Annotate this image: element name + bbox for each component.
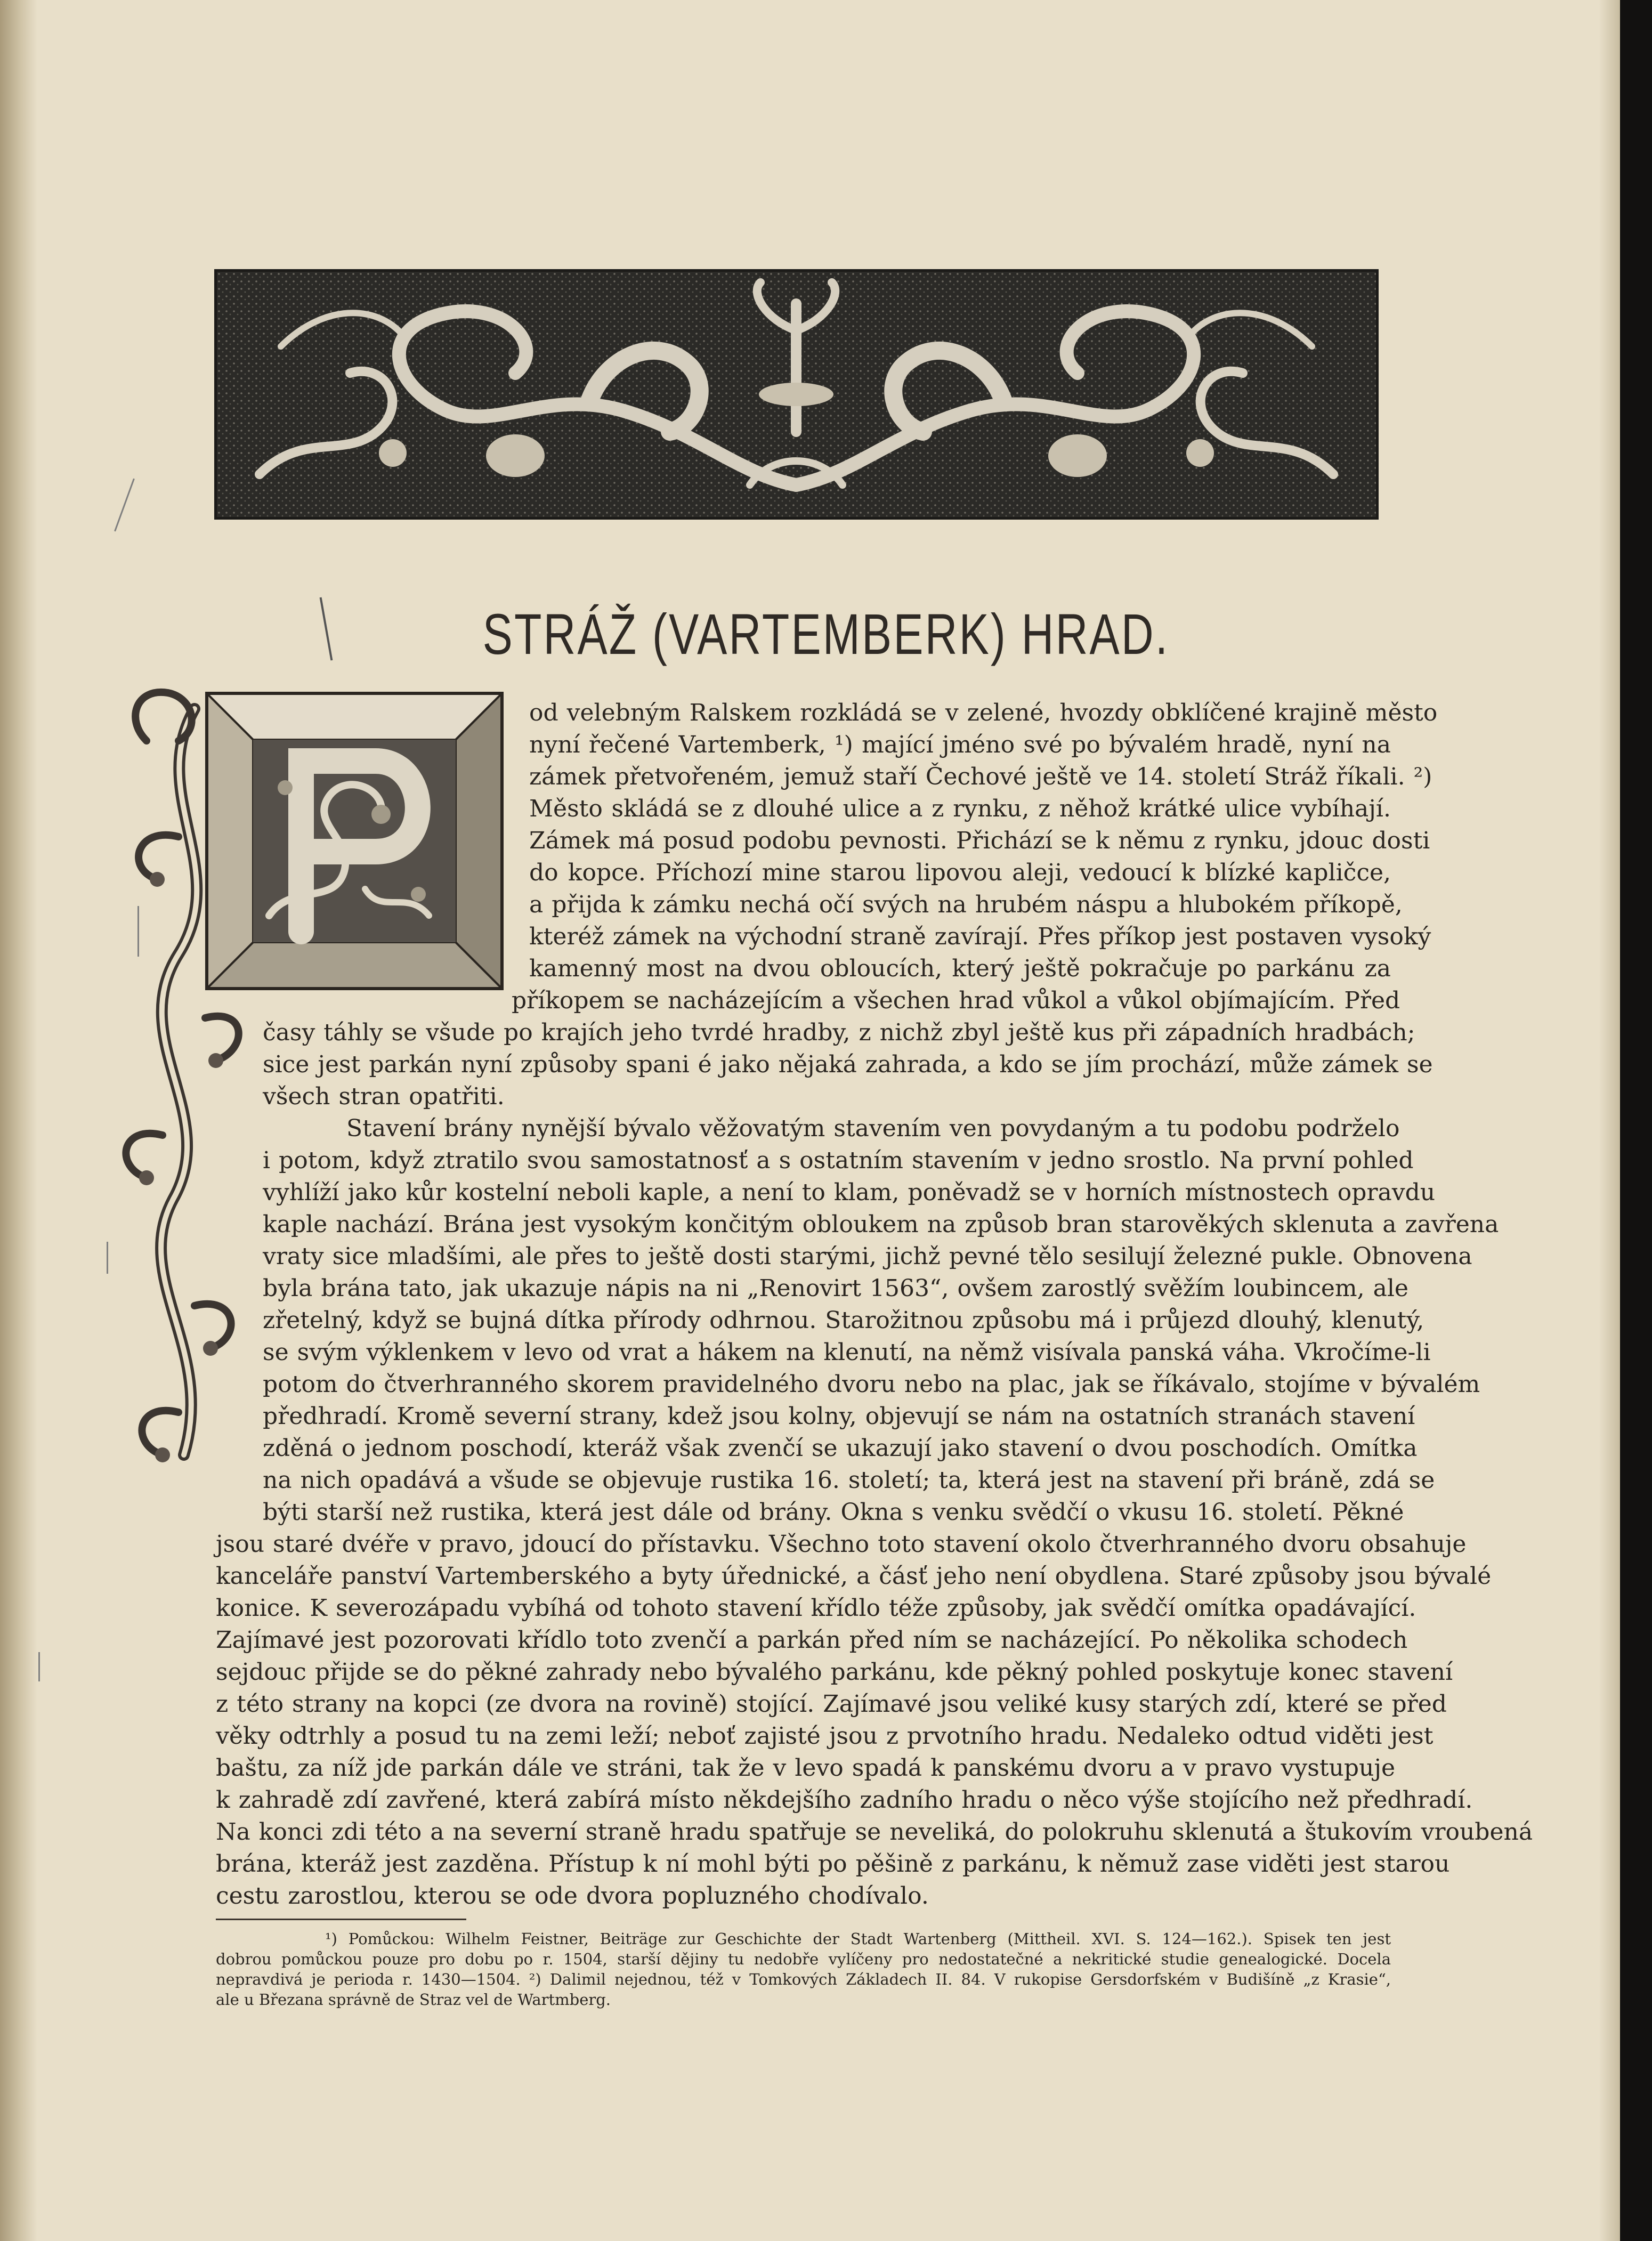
footnote-line: nepravdivá je perioda r. 1430—1504. ²) Dalimil nejednou, též v Tomkových Základech II. 84. V rukopise Gersdorfském v Budišíně „z Krasie“, — [216, 1970, 1391, 1988]
body-text-line: příkopem se nacházejícím a všechen hrad vůkol a vůkol objímajícím. Před — [512, 987, 1400, 1014]
body-text-line: do kopce. Příchozí mine starou lipovou aleji, vedoucí k blízké kapličce, — [529, 859, 1391, 886]
body-text-line: potom do čtverhranného skorem pravidelného dvoru nebo na plac, jak se říkávalo, stojíme v bývalém — [263, 1371, 1480, 1398]
body-text-line: sice jest parkán nyní způsoby spani é jako nějaká zahrada, a kdo se jím prochází, může zámek se — [263, 1051, 1433, 1078]
body-text-line: věky odtrhly a posud tu na zemi leží; neboť zajisté jsou z prvotního hradu. Nedaleko odtud viděti jest — [216, 1722, 1434, 1750]
page-title: STRÁŽ (VARTEMBERK) HRAD. — [482, 602, 1170, 666]
body-text-line: kamenný most na dvou obloucích, který ještě pokračuje po parkánu za — [529, 955, 1391, 982]
footnote-line: dobrou pomůckou pouze pro dobu po r. 1504, starší dějiny tu nedobře vylíčeny pro nedostatečné a nekritické studie genealogické. Docela — [216, 1950, 1391, 1968]
body-text-line: na nich opadává a všude se objevuje rustika 16. století; ta, která jest na stavení při bráně, zdá se — [263, 1467, 1435, 1494]
body-text-line: Zámek má posud podobu pevnosti. Přichází se k němu z rynku, jdouc dosti — [529, 827, 1430, 854]
ornamental-headpiece — [214, 269, 1379, 520]
body-text-line: Na konci zdi této a na severní straně hradu spatřuje se neveliká, do polokruhu sklenutá a štukovím vroubená — [216, 1818, 1533, 1846]
body-text-line: kanceláře panství Vartemberského a byty úřednické, a čásť jeho není obydlena. Staré způsoby jsou bývalé — [216, 1563, 1492, 1590]
body-text-line: časy táhly se všude po krajích jeho tvrdé hradby, z nichž zbyl ještě kus při západních hradbách; — [263, 1019, 1415, 1046]
body-text-line: se svým výklenkem v levo od vrat a hákem na klenutí, na němž visívala panská váha. Vkročíme-li — [263, 1339, 1431, 1366]
pencil-mark — [107, 1242, 108, 1274]
body-text-line: zámek přetvořeném, jemuž staří Čechové ještě ve 14. století Stráž říkali. ²) — [529, 763, 1432, 790]
body-text-line: byla brána tato, jak ukazuje nápis na ni „Renovirt 1563“, ovšem zarostlý svěžím loubincem, ale — [263, 1275, 1408, 1302]
body-text-line: kteréž zámek na východní straně zavírají. Přes příkop jest postaven vysoký — [529, 923, 1431, 950]
body-text-line: konice. K severozápadu vybíhá od tohoto stavení křídlo téže způsoby, jak svědčí omítka opadávající. — [216, 1595, 1416, 1622]
body-text-line: všech stran opatřiti. — [263, 1083, 505, 1110]
body-text-line: zřetelný, když se bujná dítka přírody odhrnou. Starožitnou způsobu má i průjezd dlouhý, klenutý, — [263, 1307, 1424, 1334]
body-text-line: od velebným Ralskem rozkládá se v zelené, hvozdy obklíčené krajině město — [529, 699, 1438, 726]
footnote-line: ale u Březana správně de Straz vel de Wartmberg. — [216, 1991, 611, 2009]
body-text-line: a přijda k zámku nechá očí svých na hrubém náspu a hlubokém příkopě, — [529, 891, 1403, 918]
body-text-line: sejdouc přijde se do pěkné zahrady nebo bývalého parkánu, kde pěkný pohled poskytuje konec stavení — [216, 1658, 1453, 1686]
body-text-line: nyní řečené Vartemberk, ¹) mající jméno své po bývalém hradě, nyní na — [529, 731, 1391, 758]
body-text-line: předhradí. Kromě severní strany, kdež jsou kolny, objevují se nám na ostatních stranách stavení — [263, 1403, 1415, 1430]
body-text-line: vraty sice mladšími, ale přes to ještě dosti starými, jichž pevné tělo sesilují železné pukle. Obnovena — [263, 1243, 1472, 1270]
body-text-line: vyhlíží jako kůr kostelní neboli kaple, a není to klam, poněvadž se v horních místnostech opravdu — [263, 1179, 1436, 1206]
body-text-line: Město skládá se z dlouhé ulice a z rynku, z něhož krátké ulice vybíhají. — [529, 795, 1391, 822]
body-text-line: i potom, když ztratilo svou samostatnosť a s ostatním stavením v jedno srostlo. Na první pohled — [263, 1147, 1414, 1174]
body-text-line: k zahradě zdí zavřené, která zabírá místo někdejšího zadního hradu o něco výše stojícího než předhradí. — [216, 1786, 1473, 1814]
pencil-mark — [114, 479, 135, 532]
page-edge-stain — [1599, 0, 1620, 2241]
body-text-line: brána, kteráž jest zazděna. Přístup k ní mohl býti po pěšině z parkánu, k němuž zase viděti jest starou — [216, 1850, 1450, 1878]
scan-dark-edge — [1620, 0, 1652, 2241]
pencil-mark — [38, 1652, 40, 1681]
footnote-line: ¹) Pomůckou: Wilhelm Feistner, Beiträge zur Geschichte der Stadt Wartenberg (Mittheil. XVI. S. 124—162.). Spisek ten jest — [325, 1930, 1391, 1948]
decorative-initial-p — [205, 692, 504, 990]
footnote-divider — [216, 1919, 466, 1920]
body-text-line: baštu, za níž jde parkán dále ve stráni, tak že v levo spadá k panskému dvoru a v pravo vystupuje — [216, 1754, 1396, 1782]
page-gutter-shadow — [0, 0, 37, 2241]
body-text-line: Zajímavé jest pozorovati křídlo toto zvenčí a parkán před ním se nacházející. Po několika schodech — [216, 1627, 1408, 1654]
body-text-line: býti starší než rustika, která jest dále od brány. Okna s venku svědčí o vkusu 16. století. Pěkné — [263, 1499, 1404, 1526]
body-text-line: kaple nachází. Brána jest vysokým končitým obloukem na způsob bran starověkých sklenuta a zavřena — [263, 1211, 1499, 1238]
body-text-line: jsou staré dvéře v pravo, jdoucí do přístavku. Všechno toto stavení okolo čtverhranného dvoru obsahuje — [216, 1531, 1467, 1558]
body-text-line: z této strany na kopci (ze dvora na rovině) stojící. Zajímavé jsou veliké kusy starých zdí, které se před — [216, 1690, 1447, 1718]
body-text-line: cestu zarostlou, kterou se ode dvora popluzného chodívalo. — [216, 1882, 929, 1910]
body-text-line: zděná o jednom poschodí, kteráž však zvenčí se ukazují jako stavení o dvou poschodích. Omítka — [263, 1435, 1418, 1462]
body-text-line: Stavení brány nynější bývalo věžovatým stavením ven povydaným a tu podobu podrželo — [346, 1115, 1400, 1142]
